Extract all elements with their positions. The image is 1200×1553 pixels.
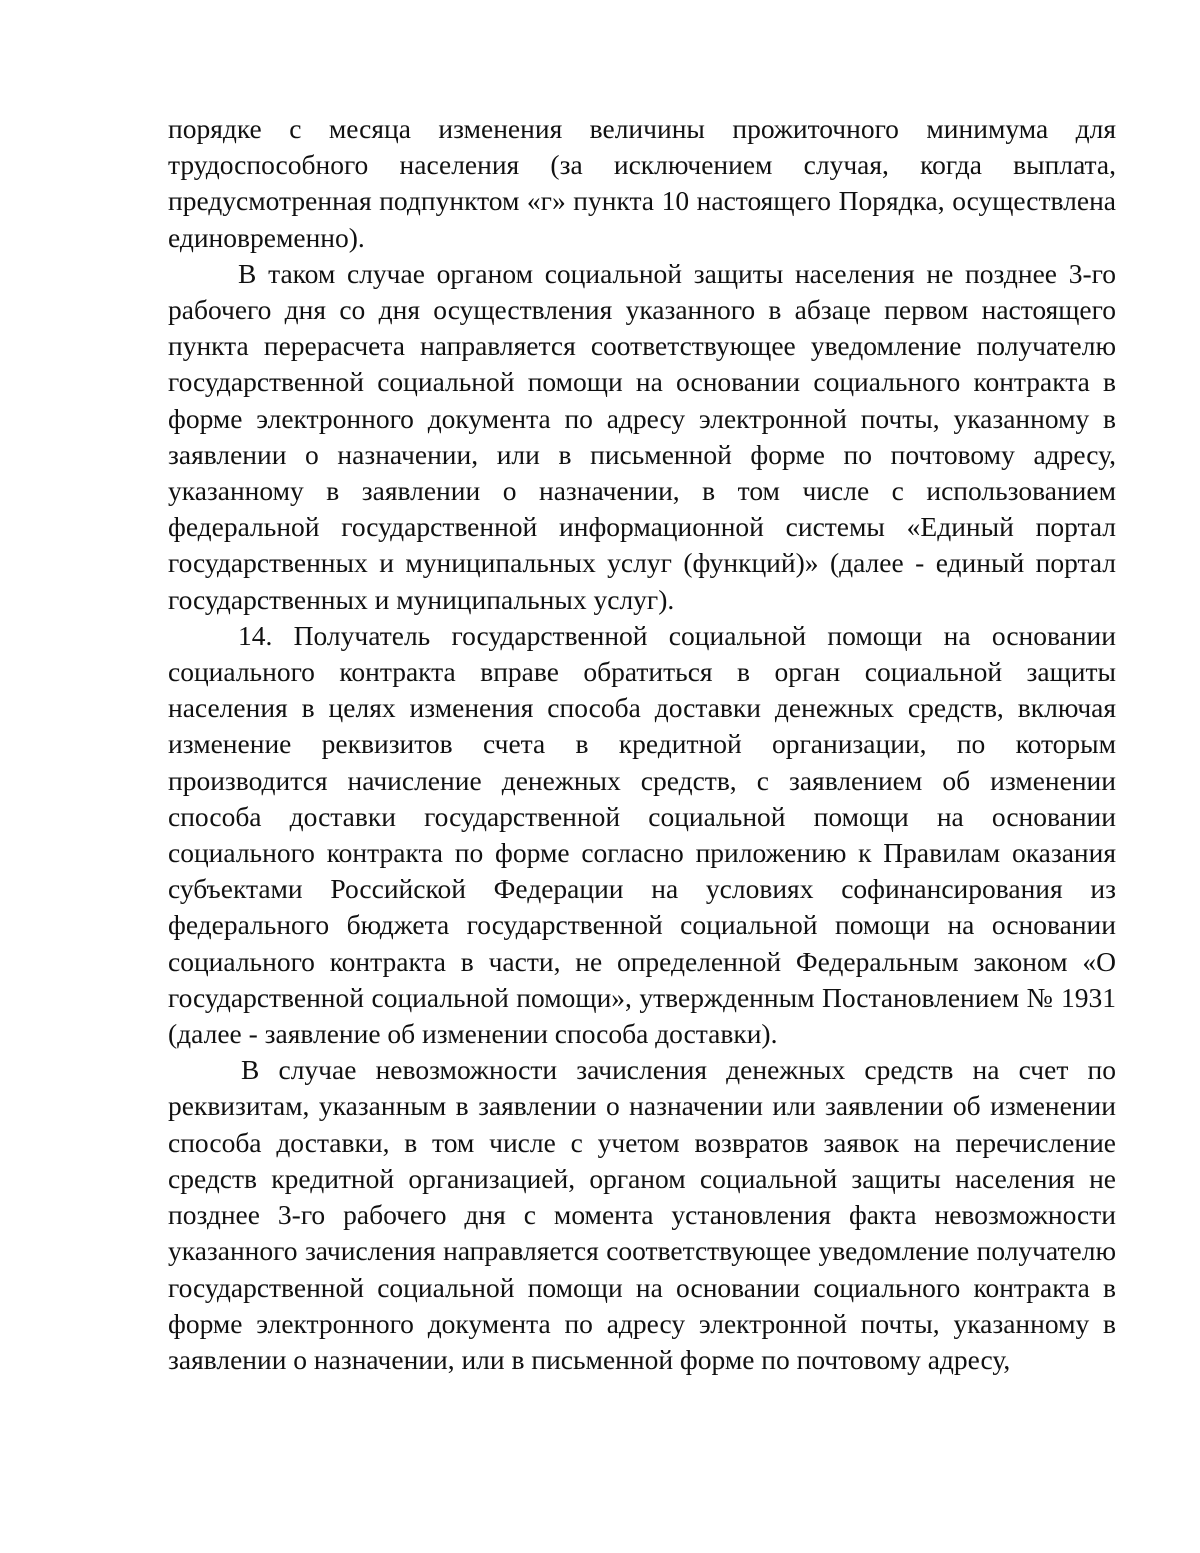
document-body — [168, 111, 1116, 1378]
paragraph-notification: В таком случае органом социальной защиты населения не позднее 3-го рабочего дня со дня осуществления указанного в абзаце первом настоящего пункта перерасчета направляется соответствующее уведомление получателю государственной социальной помощи на основании социального контракта в форме электронного документа по адресу электронной почты, указанному в заявлении о назначении, или в письменной форме по почтовому адресу, указанному в заявлении о назначении, в том числе с использованием федеральной государственной информационной системы «Единый портал государственных и муниципальных услуг (функций)» (далее - единый портал государственных и муниципальных услуг). — [168, 257, 1116, 615]
paragraph-continuation: порядке с месяца изменения величины прожиточного минимума для трудоспособного населения (за исключением случая, когда выплата, предусмотренная подпунктом «г» пункта 10 настоящего Порядка, осуществлена единовременно). — [168, 113, 1116, 253]
paragraph-item-14: 14. Получатель государственной социальной помощи на основании социального контракта вправе обратиться в орган социальной защиты населения в целях изменения способа доставки денежных средств, включая изменение реквизитов счета в кредитной организации, по которым производится начисление денежных средств, с заявлением об изменении способа доставки государственной социальной помощи на основании социального контракта по форме согласно приложению к Правилам оказания субъектами Российской Федерации на условиях софинансирования из федерального бюджета государственной социальной помощи на основании социального контракта в части, не определенной Федеральным законом «О государственной социальной помощи», утвержденным Постановлением № 1931 (далее - заявление об изменении способа доставки). — [168, 619, 1116, 1050]
paragraph-impossibility: В случае невозможности зачисления денежных средств на счет по реквизитам, указанным в заявлении о назначении или заявлении об изменении способа доставки, в том числе с учетом возвратов заявок на перечисление средств кредитной организацией, органом социальной защиты населения не позднее 3-го рабочего дня с момента установления факта невозможности указанного зачисления направляется соответствующее уведомление получателю государственной социальной помощи на основании социального контракта в форме электронного документа по адресу электронной почты, указанному в заявлении о назначении, или в письменной форме по почтовому адресу, — [168, 1054, 1116, 1375]
